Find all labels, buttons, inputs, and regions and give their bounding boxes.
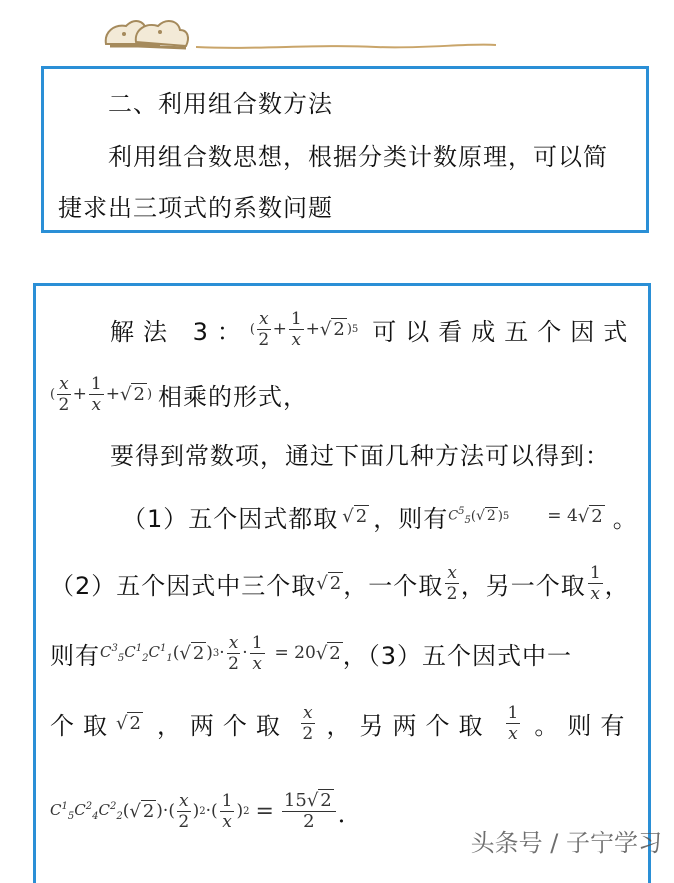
watermark: 头条号 / 子宁学习 — [470, 829, 662, 857]
fraction-x-over-2: $\frac{x}{2}$ — [258, 308, 270, 350]
decorative-line — [196, 36, 496, 46]
method-summary-box — [41, 66, 649, 233]
solution-line-4: （1）五个因式都取 √ 2 ，则有 $C^5_5$ ( √ 2 ) 5 = 4 √ 2 。 — [122, 504, 638, 533]
sqrt-2: √ 2 — [319, 318, 345, 340]
summary-line-1: 利用组合数思想，根据分类计数原理，可以简 — [108, 143, 608, 171]
section-title: 二、利用组合数方法 — [108, 90, 333, 118]
solution-line-8: $C^1_5C^2_4C^2_2$ ( √ 2 ) ·( $\frac{x}{2}$ ) 2 ·( $\frac{1}{x}$ ) 2 = $\frac{15√ 2}{2}$ ． — [50, 789, 363, 832]
solution-line-3: 要得到常数项，通过下面几种方法可以得到： — [110, 441, 610, 470]
solution-line-1: 解法 3： ( $\frac{x}{2}$ + $\frac{1}{x}$ + √ 2 ) 5 可以看成五个因式 — [110, 308, 637, 350]
solution-box — [33, 283, 651, 883]
fraction-1-over-x: $\frac{1}{x}$ — [290, 308, 302, 350]
solution-line-6: 则有 $C^3_5C^1_2C^1_1$ ( √ 2 ) 3 · $\frac{x}{2}$ · $\frac{1}{x}$ = 20 √ 2 ，（3）五个因式中一 — [50, 632, 573, 674]
solution-line-2: ( $\frac{x}{2}$ + $\frac{1}{x}$ + √ 2 ) 相乘的形式， — [50, 373, 309, 415]
shoes-icon — [100, 8, 192, 54]
solution-line-7: 个取 √ 2 ，两个取 $\frac{x}{2}$ ，另两个取 $\frac{1}{x}$ 。则有 — [50, 702, 634, 744]
solution-line-5: （2）五个因式中三个取 √ 2 ，一个取 $\frac{x}{2}$ ，另一个取 $\frac{1}{x}$ ， — [50, 562, 630, 604]
summary-line-2: 捷求出三项式的系数问题 — [58, 194, 333, 222]
